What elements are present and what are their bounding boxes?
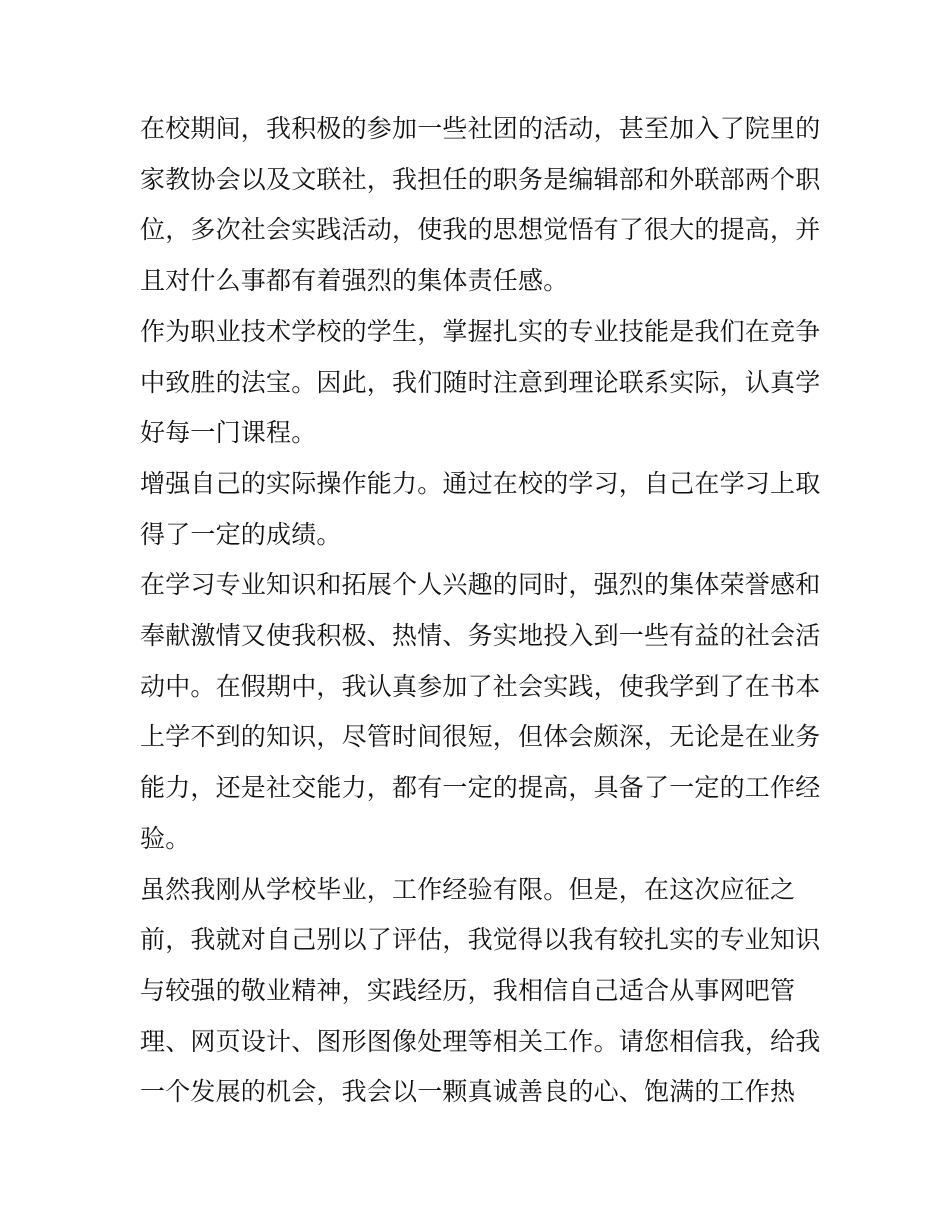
text-line: 与较强的敬业精神，实践经历，我相信自己适合从事网吧管 — [140, 975, 796, 1005]
text-line: 前，我就对自己别以了评估，我觉得以我有较扎实的专业知识 — [140, 925, 821, 955]
text-line: 位，多次社会实践活动，使我的思想觉悟有了很大的提高，并 — [140, 215, 821, 245]
text-line: 理、网页设计、图形图像处理等相关工作。请您相信我，给我 — [140, 1026, 821, 1056]
text-line: 动中。在假期中，我认真参加了社会实践，使我学到了在书本 — [140, 671, 821, 701]
document-body — [140, 104, 820, 1118]
paragraph-professional-skills — [140, 307, 820, 459]
text-line: 验。 — [140, 823, 191, 853]
text-line: 作为职业技术学校的学生，掌握扎实的专业技能是我们在竞争 — [140, 316, 821, 346]
text-line: 中致胜的法宝。因此，我们随时注意到理论联系实际，认真学 — [140, 367, 821, 397]
text-line: 家教协会以及文联社，我担任的职务是编辑部和外联部两个职 — [140, 164, 821, 194]
text-line: 增强自己的实际操作能力。通过在校的学习，自己在学习上取 — [140, 468, 821, 498]
paragraph-campus-activities — [140, 104, 820, 307]
text-line: 且对什么事都有着强烈的集体责任感。 — [140, 266, 569, 296]
text-line: 在校期间，我积极的参加一些社团的活动，甚至加入了院里的 — [140, 114, 821, 143]
paragraph-practical-ability — [140, 459, 820, 560]
paragraph-job-application — [140, 865, 820, 1119]
text-line: 上学不到的知识，尽管时间很短，但体会颇深，无论是在业务 — [140, 722, 821, 752]
paragraph-social-practice — [140, 560, 820, 864]
text-line: 得了一定的成绩。 — [140, 519, 342, 549]
text-line: 好每一门课程。 — [140, 418, 317, 448]
text-line: 一个发展的机会，我会以一颗真诚善良的心、饱满的工作热 — [140, 1077, 796, 1107]
text-line: 虽然我刚从学校毕业，工作经验有限。但是，在这次应征之 — [140, 874, 796, 904]
text-line: 在学习专业知识和拓展个人兴趣的同时，强烈的集体荣誉感和 — [140, 570, 821, 600]
text-line: 奉献激情又使我积极、热情、务实地投入到一些有益的社会活 — [140, 621, 821, 651]
text-line: 能力，还是社交能力，都有一定的提高，具备了一定的工作经 — [140, 773, 821, 803]
